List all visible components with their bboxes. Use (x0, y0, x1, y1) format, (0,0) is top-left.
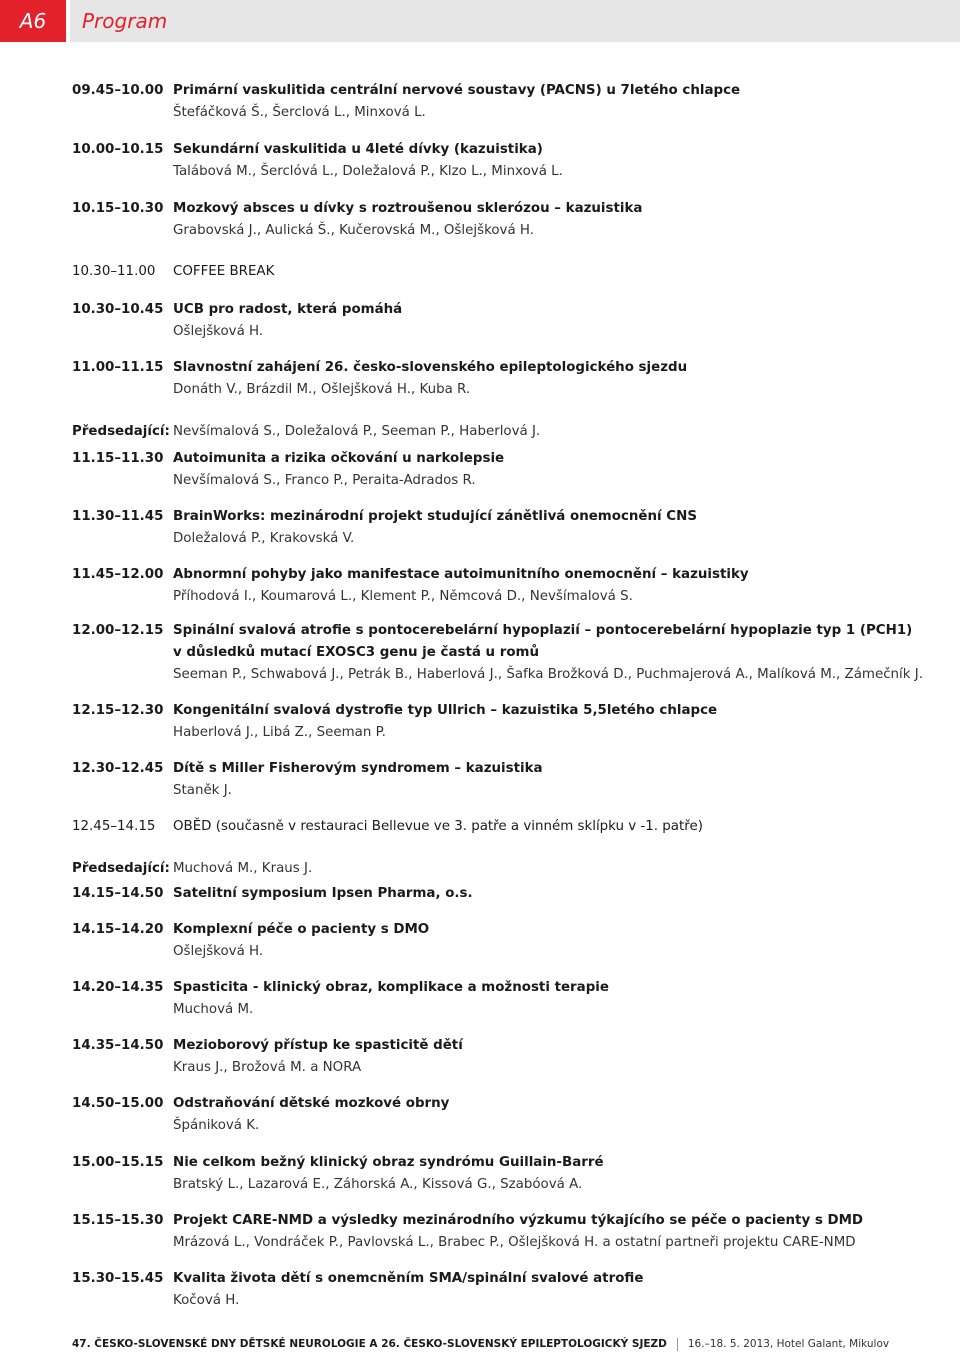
entry-authors: Ošlejšková H. (173, 944, 264, 959)
entry-authors: Seeman P., Schwabová J., Petrák B., Haberlová J., Šafka Brožková D., Puchmajerová A., Malíková M., Zámečník J. (173, 667, 923, 682)
entry-title: COFFEE BREAK (173, 264, 275, 279)
entry-time: 15.15–15.30 (72, 1213, 164, 1228)
entry-title: Autoimunita a rizika očkování u narkolepsie (173, 451, 505, 466)
entry-title: Satelitní symposium Ipsen Pharma, o.s. (173, 886, 473, 901)
entry-title: Kongenitální svalová dystrofie typ Ullrich – kazuistika 5,5letého chlapce (173, 703, 718, 718)
entry-title: Nie celkom bežný klinický obraz syndrómu Guillain-Barré (173, 1155, 604, 1170)
entry-authors: Bratský L., Lazarová E., Záhorská A., Kissová G., Szabóová A. (173, 1177, 583, 1192)
entry-time: 12.30–12.45 (72, 761, 164, 776)
entry-authors: Mrázová L., Vondráček P., Pavlovská L., Brabec P., Ošlejšková H. a ostatní partneři projektu CARE-NMD (173, 1235, 856, 1250)
entry-title: Mezioborový přístup ke spasticitě dětí (173, 1038, 463, 1053)
entry-title: Slavnostní zahájení 26. česko-slovenského epileptologického sjezdu (173, 360, 688, 375)
entry-authors: Grabovská J., Aulická Š., Kučerovská M., Ošlejšková H. (173, 223, 535, 238)
chairs-names: Muchová M., Kraus J. (173, 861, 313, 876)
entry-time: 14.15–14.50 (72, 886, 164, 901)
entry-title: OBĚD (současně v restauraci Bellevue ve 3. patře a vinném sklípku v -1. patře) (173, 819, 703, 834)
page-number: A6 (0, 0, 66, 42)
entry-title: Dítě s Miller Fisherovým syndromem – kazuistika (173, 761, 543, 776)
entry-authors: Špániková K. (173, 1118, 260, 1133)
entry-time: 11.00–11.15 (72, 360, 164, 375)
page-footer (72, 1335, 952, 1353)
entry-time: 14.50–15.00 (72, 1096, 164, 1111)
entry-title: Mozkový absces u dívky s roztroušenou sklerózou – kazuistika (173, 201, 643, 216)
entry-authors: Donáth V., Brázdil M., Ošlejšková H., Kuba R. (173, 382, 471, 397)
entry-time: 15.30–15.45 (72, 1271, 164, 1286)
entry-authors: Příhodová I., Koumarová L., Klement P., Němcová D., Nevšímalová S. (173, 589, 633, 604)
entry-authors: Doležalová P., Krakovská V. (173, 531, 355, 546)
entry-time: 11.30–11.45 (72, 509, 164, 524)
chairs-names: Nevšímalová S., Doležalová P., Seeman P., Haberlová J. (173, 424, 541, 439)
entry-authors: Štefáčková Š., Šerclová L., Minxová L. (173, 105, 426, 120)
entry-time: 11.45–12.00 (72, 567, 164, 582)
entry-time: 10.30–11.00 (72, 264, 156, 279)
entry-title: Kvalita života dětí s onemcněním SMA/spinální svalové atrofie (173, 1271, 644, 1286)
entry-title: UCB pro radost, která pomáhá (173, 302, 403, 317)
entry-authors: Haberlová J., Libá Z., Seeman P. (173, 725, 386, 740)
footer-dates-venue: 16.–18. 5. 2013, Hotel Galant, Mikulov (687, 1338, 890, 1350)
entry-title: Spinální svalová atrofie s pontocerebelární hypoplazií – pontocerebelární hypoplazie typ 1 (PCH1) (173, 623, 913, 638)
entry-time: 10.30–10.45 (72, 302, 164, 317)
entry-authors: Ošlejšková H. (173, 324, 264, 339)
entry-authors: Kočová H. (173, 1293, 240, 1308)
entry-authors: Muchová M. (173, 1002, 254, 1017)
chairs-label: Předsedající: (72, 424, 170, 439)
entry-time: 12.45–14.15 (72, 819, 156, 834)
entry-title: BrainWorks: mezinárodní projekt studující zánětlivá onemocnění CNS (173, 509, 697, 524)
entry-authors: Nevšímalová S., Franco P., Peraita-Adrados R. (173, 473, 476, 488)
entry-title: Abnormní pohyby jako manifestace autoimunitního onemocnění – kazuistiky (173, 567, 749, 582)
chairs-label: Předsedající: (72, 861, 170, 876)
footer-conference: 47. ČESKO-SLOVENSKÉ DNY DĚTSKÉ NEUROLOGIE A 26. ČESKO-SLOVENSKÝ EPILEPTOLOGICKÝ SJEZD (72, 1338, 667, 1350)
entry-title-continued: v důsledků mutací EXOSC3 genu je častá u romů (173, 645, 540, 660)
entry-time: 09.45–10.00 (72, 83, 164, 98)
section-title: Program (70, 0, 960, 42)
entry-time: 10.15–10.30 (72, 201, 164, 216)
entry-time: 15.00–15.15 (72, 1155, 164, 1170)
entry-title: Odstraňování dětské mozkové obrny (173, 1096, 450, 1111)
entry-authors: Talábová M., Šerclóvá L., Doležalová P., Klzo L., Minxová L. (173, 164, 563, 179)
entry-time: 11.15–11.30 (72, 451, 164, 466)
entry-title: Spasticita - klinický obraz, komplikace a možnosti terapie (173, 980, 609, 995)
entry-title: Projekt CARE-NMD a výsledky mezinárodního výzkumu týkajícího se péče o pacienty s DMD (173, 1213, 864, 1228)
entry-time: 10.00–10.15 (72, 142, 164, 157)
footer-divider (677, 1338, 678, 1351)
entry-time: 12.15–12.30 (72, 703, 164, 718)
entry-authors: Staněk J. (173, 783, 232, 798)
entry-time: 14.15–14.20 (72, 922, 164, 937)
entry-title: Komplexní péče o pacienty s DMO (173, 922, 430, 937)
entry-time: 14.35–14.50 (72, 1038, 164, 1053)
entry-time: 12.00–12.15 (72, 623, 164, 638)
page-header (0, 0, 960, 42)
entry-time: 14.20–14.35 (72, 980, 164, 995)
entry-authors: Kraus J., Brožová M. a NORA (173, 1060, 362, 1075)
entry-title: Primární vaskulitida centrální nervové soustavy (PACNS) u 7letého chlapce (173, 83, 741, 98)
entry-title: Sekundární vaskulitida u 4leté dívky (kazuistika) (173, 142, 543, 157)
